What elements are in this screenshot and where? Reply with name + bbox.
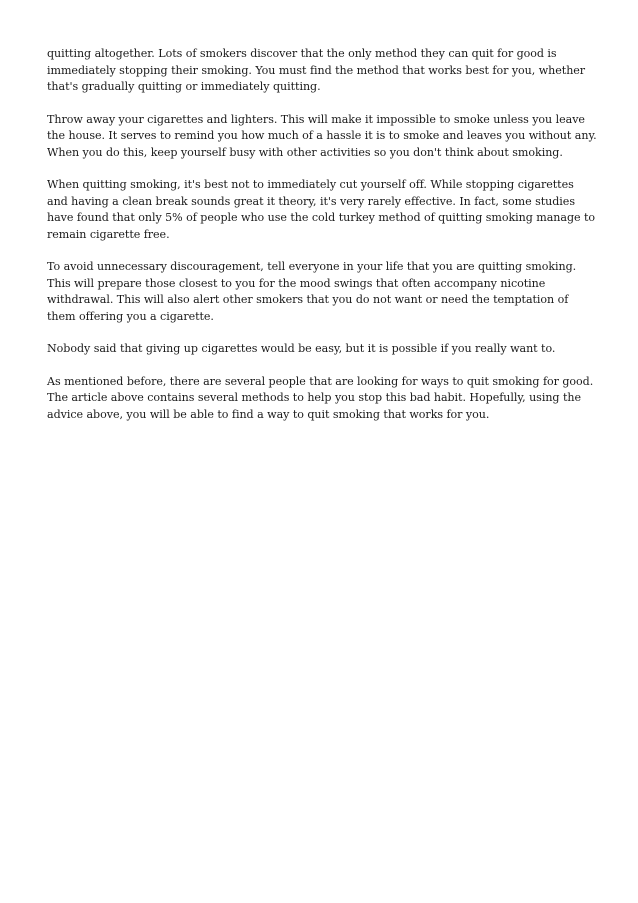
paragraph-not-easy: Nobody said that giving up cigarettes would be easy, but it is possible if you really want to. xyxy=(47,342,556,355)
paragraph-tell-everyone: To avoid unnecessary discouragement, tell everyone in your life that you are quitting smoking. This will prepare those closest to you for the mood swings that often accompany nicotine withdrawal. This will also alert other smokers that you do not want or need the temptation of them offering you a cigarette. xyxy=(47,260,577,323)
paragraph-throw-away-cigarettes: Throw away your cigarettes and lighters. This will make it impossible to smoke unless you leave the house. It serves to remind you how much of a hassle it is to smoke and leaves you without any. When you do this, keep yourself busy with other activities so you don't think about smoking. xyxy=(47,112,597,159)
paragraph-conclusion: As mentioned before, there are several people that are looking for ways to quit smoking for good. The article above contains several methods to help you stop this bad habit. Hopefully, using the advice above, you will be able to find a way to quit smoking that works for you. xyxy=(47,374,594,421)
paragraph-cold-turkey: When quitting smoking, it's best not to immediately cut yourself off. While stopping cigarettes and having a clean break sounds great it theory, it's very rarely effective. In fact, some studies have found that only 5% of people who use the cold turkey method of quitting smoking manage to remain cigarette free. xyxy=(47,178,596,241)
document-body xyxy=(47,46,597,439)
paragraph-quitting-methods: quitting altogether. Lots of smokers discover that the only method they can quit for good is immediately stopping their smoking. You must find the method that works best for you, whether that's gradually quitting or immediately quitting. xyxy=(47,47,586,93)
